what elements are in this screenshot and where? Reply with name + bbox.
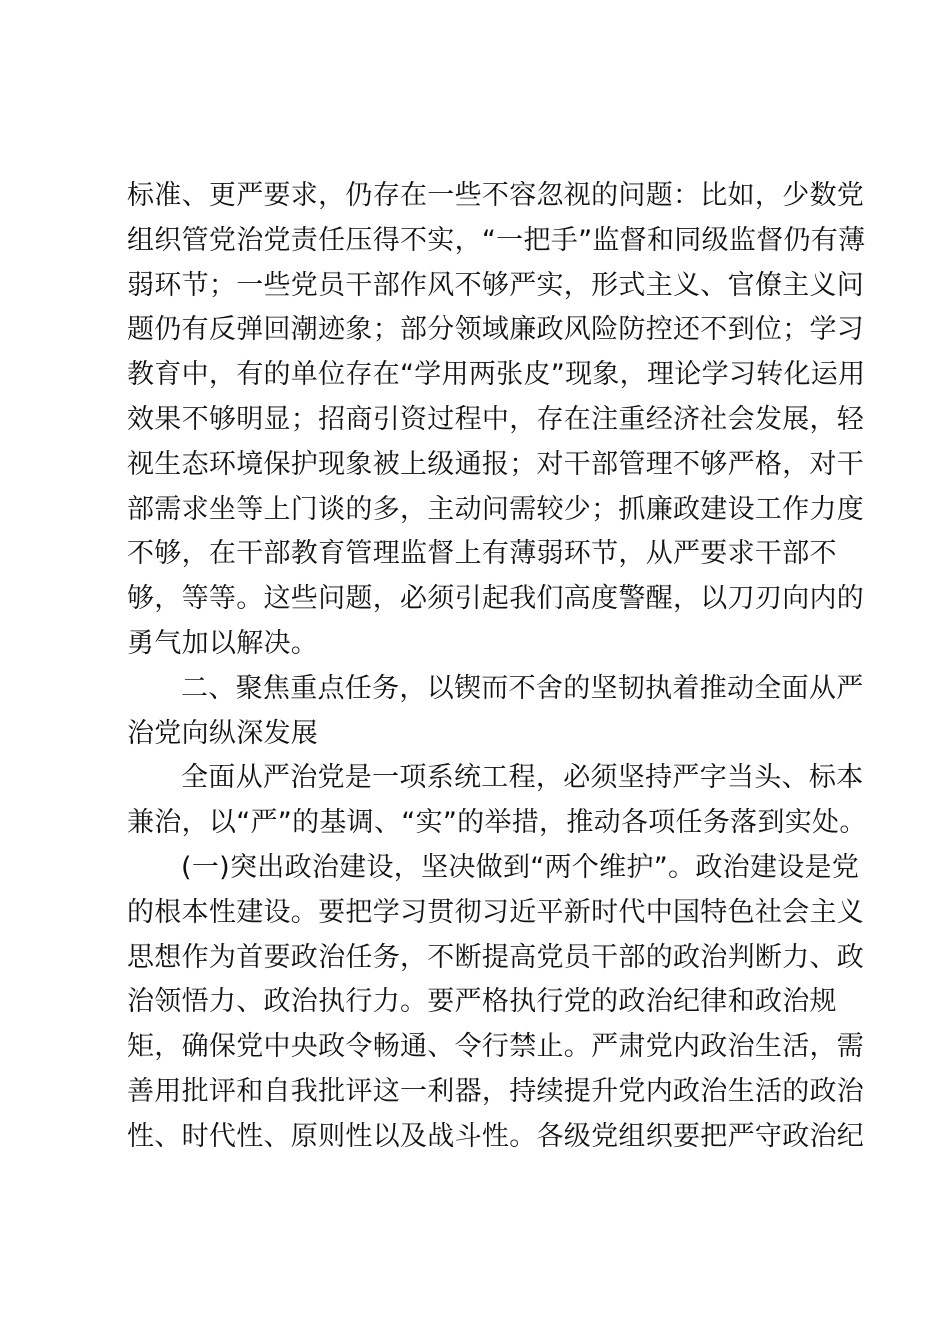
text-line: 二、聚焦重点任务，以锲而不舍的坚韧执着推动全面从严 [181,672,864,704]
text-line: 治党向纵深发展 [127,717,319,749]
text-line: 的根本性建设。要把学习贯彻习近平新时代中国特色社会主义 [127,896,865,928]
text-line: 组织管党治党责任压得不实，“一把手”监督和同级监督仍有薄 [127,224,866,256]
text-line: 善用批评和自我批评这一利器，持续提升党内政治生活的政治 [127,1075,865,1107]
text-line: 部需求坐等上门谈的多，主动问需较少；抓廉政建设工作力度 [127,493,865,525]
text-line: 勇气加以解决。 [127,627,319,659]
text-line: 够，等等。这些问题，必须引起我们高度警醒，以刀刃向内的 [127,583,865,615]
text-line: 思想作为首要政治任务，不断提高党员干部的政治判断力、政 [127,941,865,973]
text-line: 标准、更严要求，仍存在一些不容忽视的问题：比如，少数党 [127,180,865,211]
text-line: 矩，确保党中央政令畅通、令行禁止。严肃党内政治生活，需 [127,1031,865,1063]
text-line: (一)突出政治建设，坚决做到“两个维护”。政治建设是党 [181,851,860,883]
document-body [127,174,867,1160]
text-line: 不够，在干部教育管理监督上有薄弱环节，从严要求干部不 [127,538,837,570]
text-line: 全面从严治党是一项系统工程，必须坚持严字当头、标本 [181,762,864,794]
text-line: 教育中，有的单位存在“学用两张皮”现象，理论学习转化运用 [127,359,866,391]
text-line: 视生态环境保护现象被上级通报；对干部管理不够严格，对干 [127,448,865,480]
text-line: 题仍有反弹回潮迹象；部分领域廉政风险防控还不到位；学习 [127,314,865,346]
text-line: 弱环节；一些党员干部作风不够严实，形式主义、官僚主义问 [127,269,865,301]
text-line: 性、时代性、原则性以及战斗性。各级党组织要把严守政治纪 [127,1120,865,1152]
text-line: 治领悟力、政治执行力。要严格执行党的政治纪律和政治规 [127,986,837,1018]
text-line: 兼治，以“严”的基调、“实”的举措，推动各项任务落到实处。 [127,807,867,839]
text-line: 效果不够明显；招商引资过程中，存在注重经济社会发展，轻 [127,403,865,435]
